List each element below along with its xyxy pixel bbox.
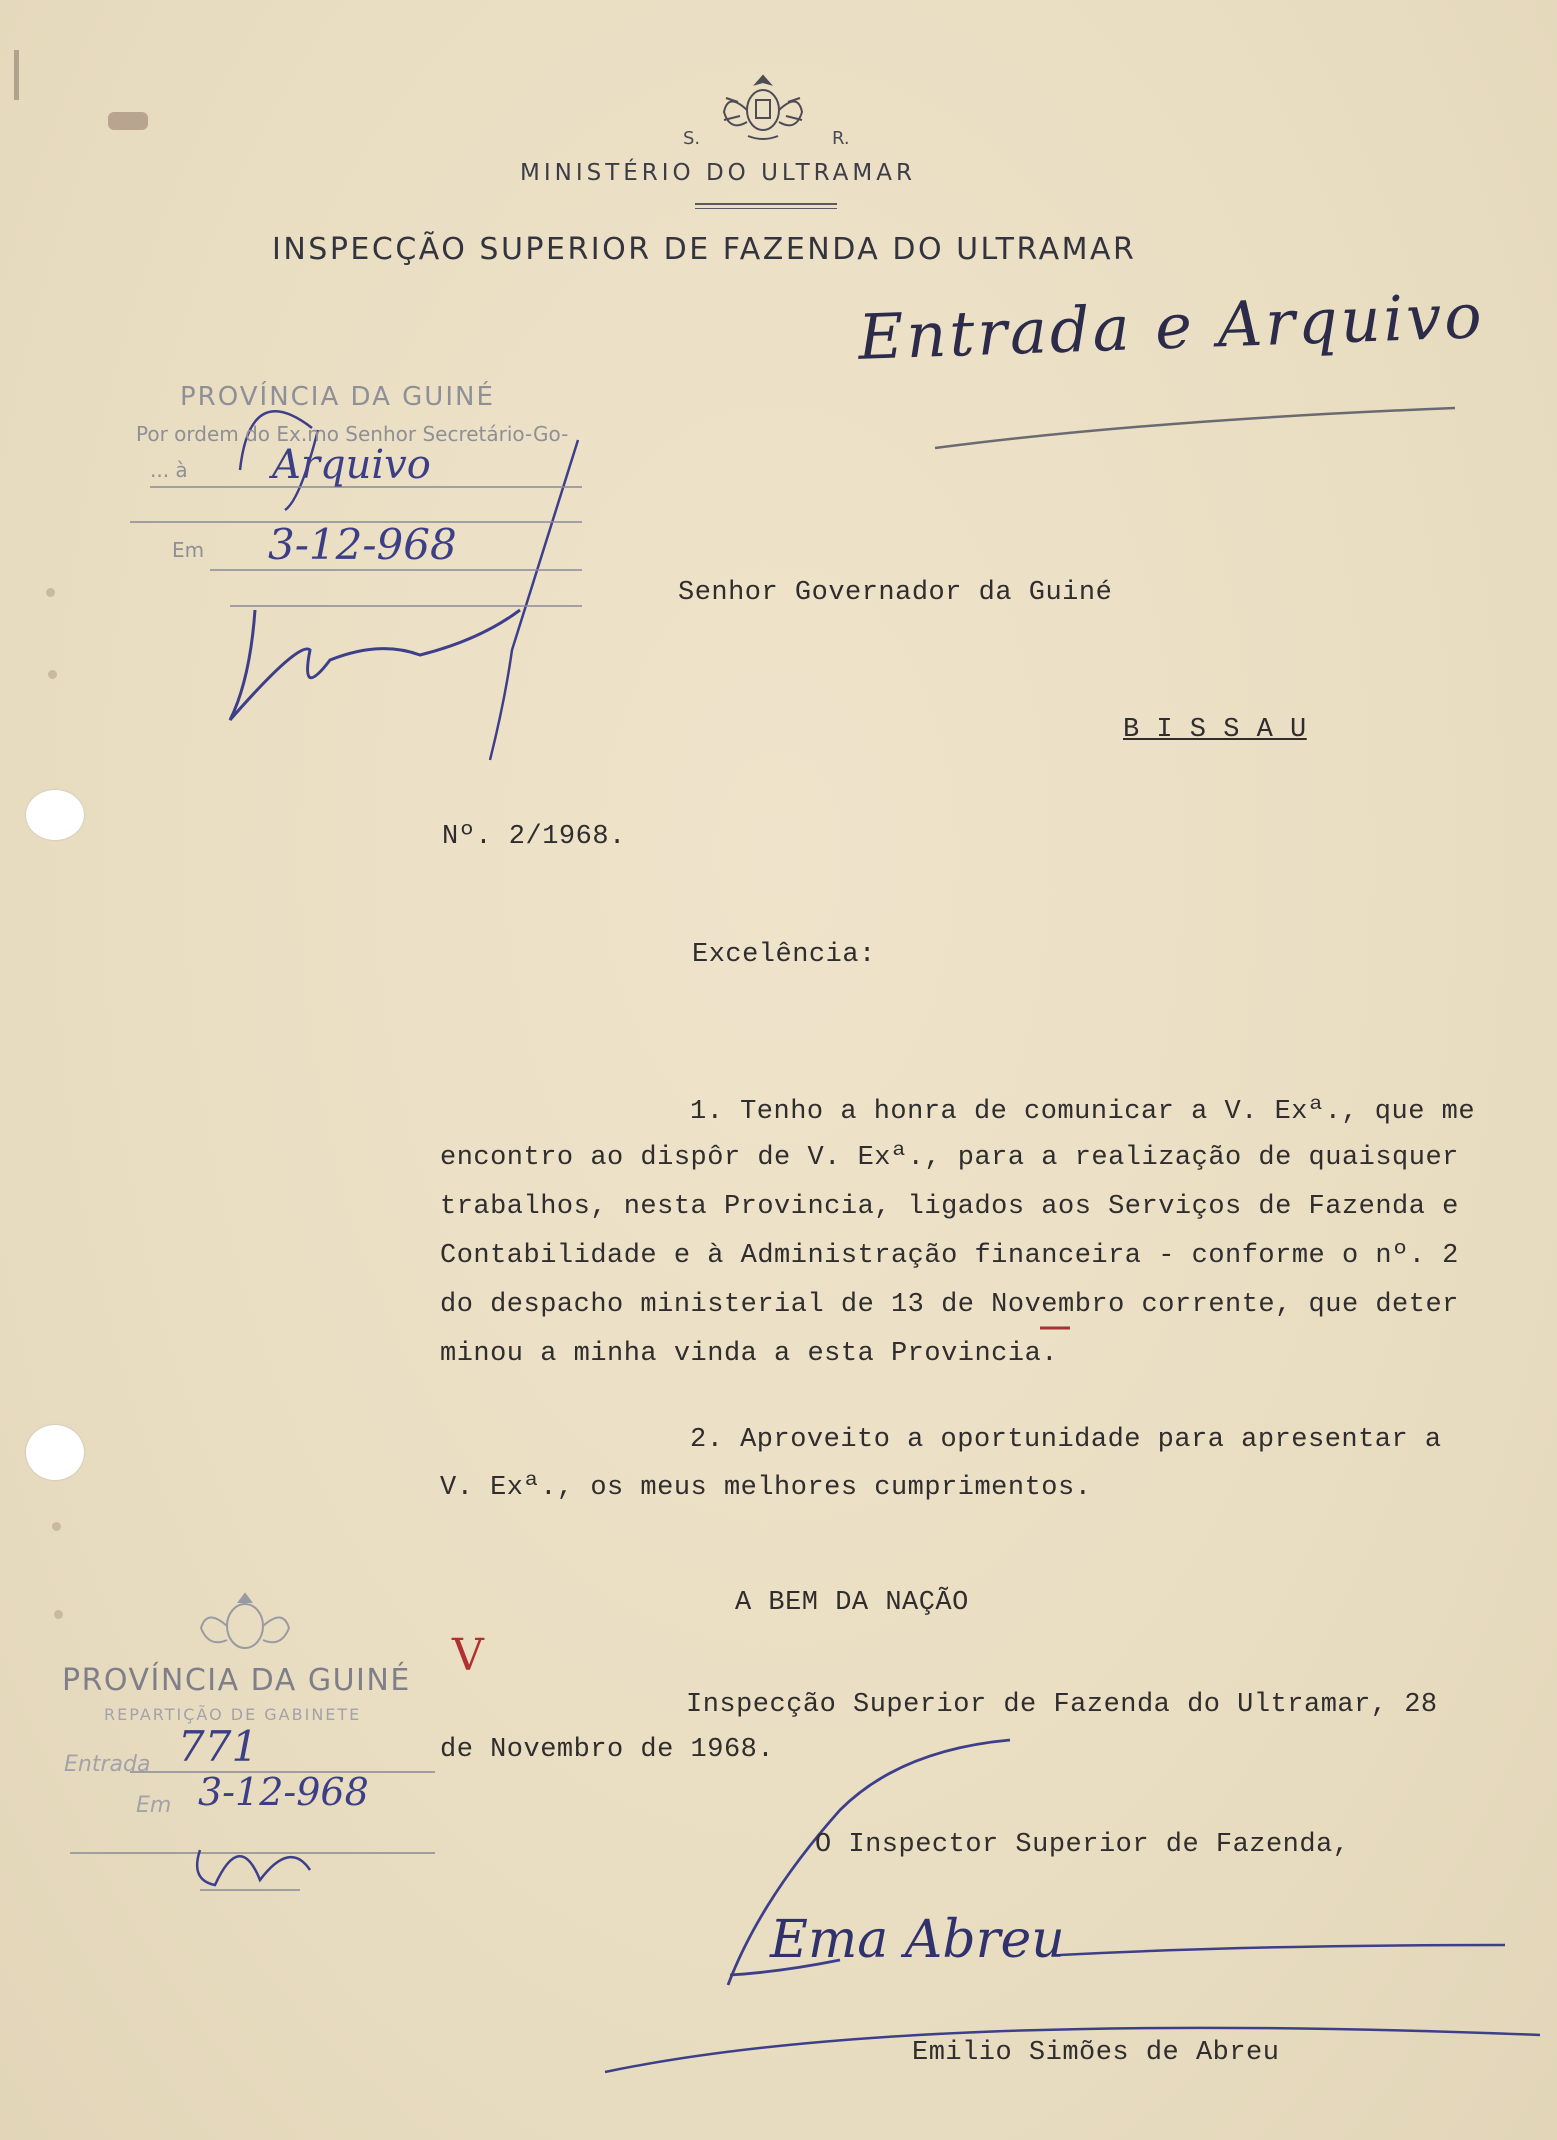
- addressee-name: Senhor Governador da Guiné: [678, 578, 1113, 608]
- body-line: 1. Tenho a honra de comunicar a V. Exª., que me: [690, 1097, 1476, 1127]
- reference-number: Nº. 2/1968.: [442, 822, 626, 852]
- body-line: encontro ao dispôr de V. Exª., para a realização de quaisquer: [440, 1143, 1459, 1173]
- stamp-destination-prefix: ... à: [150, 458, 188, 482]
- stamp-date-value-bottom: 3-12-968: [198, 1770, 369, 1814]
- department-title: INSPECÇÃO SUPERIOR DE FAZENDA DO ULTRAMAR: [272, 232, 1137, 267]
- stamp-office: REPARTIÇÃO DE GABINETE: [104, 1705, 362, 1724]
- signatory-title: O Inspector Superior de Fazenda,: [815, 1830, 1350, 1860]
- body-line: Contabilidade e à Administração financeira - conforme o nº. 2: [440, 1241, 1459, 1271]
- place-date-line: de Novembro de 1968.: [440, 1735, 775, 1765]
- stamp-province-top: PROVÍNCIA DA GUINÉ: [180, 382, 495, 412]
- check-mark: V: [452, 1630, 484, 1681]
- letterhead-initial-right: R.: [832, 128, 850, 149]
- ministry-title: MINISTÉRIO DO ULTRAMAR: [520, 160, 916, 186]
- salutation: Excelência:: [692, 940, 876, 970]
- closing-formula: A BEM DA NAÇÃO: [735, 1588, 969, 1618]
- stamp-entry-prefix: Entrada: [64, 1752, 151, 1777]
- stamp-entry-value: 771: [178, 1722, 259, 1771]
- stamp-emblem: [195, 1590, 295, 1660]
- signatory-name: Emilio Simões de Abreu: [912, 2038, 1280, 2068]
- body-line: do despacho ministerial de 13 de Novembro corrente, que deter: [440, 1290, 1459, 1320]
- stamp-destination-value: Arquivo: [272, 442, 431, 488]
- addressee-city: B I S S A U: [1123, 715, 1307, 745]
- stamp-date-prefix-bottom: Em: [136, 1793, 172, 1818]
- body-line: 2. Aproveito a oportunidade para apresentar a: [690, 1425, 1442, 1455]
- stamp-date-prefix: Em: [172, 538, 205, 562]
- body-line: trabalhos, nesta Provincia, ligados aos Serviços de Fazenda e: [440, 1192, 1459, 1222]
- stamp-date-value: 3-12-968: [268, 520, 457, 569]
- handwritten-note: Entrada e Arquivo: [856, 279, 1486, 374]
- letterhead-initial-left: S.: [683, 128, 701, 149]
- stamp-province-bottom: PROVÍNCIA DA GUINÉ: [62, 1663, 411, 1698]
- stamp-order-line: Por ordem do Ex.mo Senhor Secretário-Go-: [136, 422, 569, 446]
- place-date-line: Inspecção Superior de Fazenda do Ultramar, 28: [686, 1690, 1438, 1720]
- body-line: minou a minha vinda a esta Provincia.: [440, 1339, 1058, 1369]
- signature: Ema Abreu: [770, 1910, 1065, 1970]
- body-line: V. Exª., os meus melhores cumprimentos.: [440, 1473, 1092, 1503]
